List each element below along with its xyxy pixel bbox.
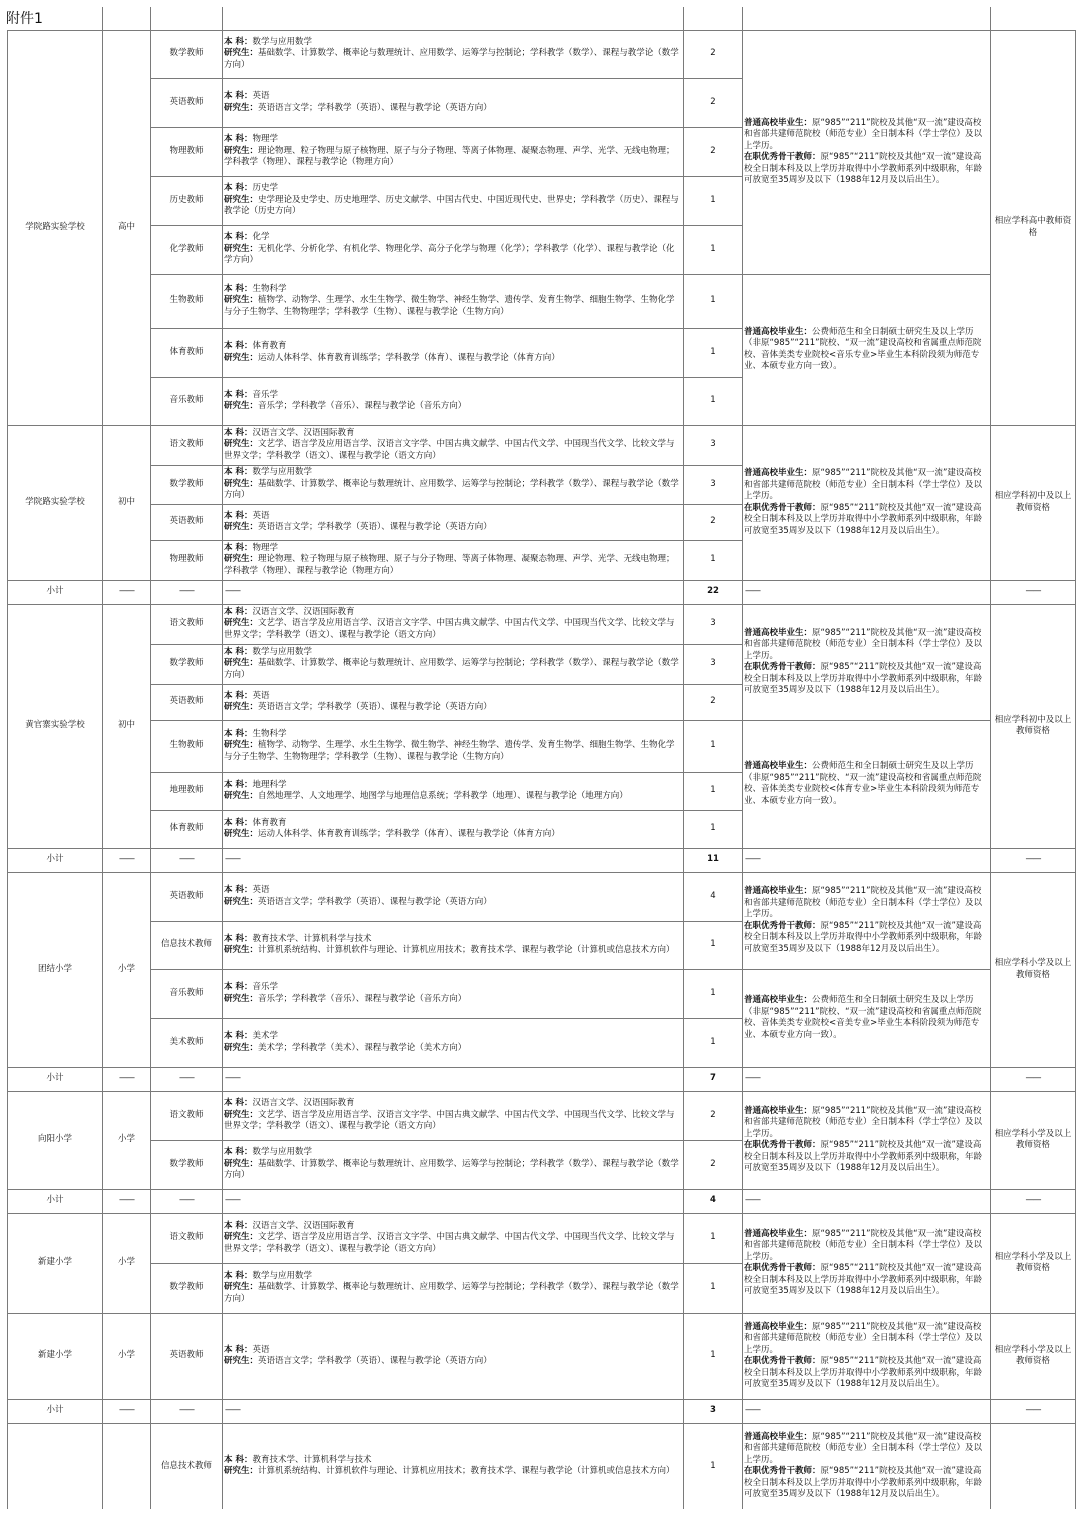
major-cell: 本 科：体育教育 研究生：运动人体科学、体育教育训练学；学科教学（体育）、课程与教学论（体育方向） [223,328,684,377]
subtotal-count: 7 [684,1067,743,1091]
requirement-cell: 普通高校毕业生：原“985”“211”院校及其他“双一流”建设高校和省部共建师范院校（师范专业）全日制本科（学士学位）及以上学历。 在职优秀骨干教师：原“985”“211”院校及其他“双一流”建设高校全日制本科及以上学历并取得中小学教师系列中级职称，年龄可放宽至35周岁及以下（1988年12月及以后出生）。 [743,30,991,274]
subtotal-count: 3 [684,1399,743,1423]
level-cell [103,1423,151,1509]
requirement-cell: 普通高校毕业生：原“985”“211”院校及其他“双一流”建设高校和省部共建师范院校（师范专业）全日制本科（学士学位）及以上学历。 在职优秀骨干教师：原“985”“211”院校及其他“双一流”建设高校全日制本科及以上学历并取得中小学教师系列中级职称，年龄可放宽至35周岁及以下（1988年12月及以后出生）。 [743,604,991,720]
dash-cell: —— [151,1189,223,1213]
post-cell: 美术教师 [151,1018,223,1067]
count-cell: 2 [684,684,743,720]
count-cell: 1 [684,377,743,425]
post-cell: 体育教师 [151,328,223,377]
major-cell: 本 科：美术学 研究生：美术学；学科教学（美术）、课程与教学论（美术方向） [223,1018,684,1067]
count-cell: 2 [684,504,743,540]
post-cell: 英语教师 [151,78,223,127]
table-row [8,872,1076,921]
major-cell: 本 科：数学与应用数学 研究生：基础数学、计算数学、概率论与数理统计、应用数学、运筹学与控制论；学科教学（数学）、课程与教学论（数学方向） [223,30,684,78]
subtotal-count: 4 [684,1189,743,1213]
count-cell: 1 [684,810,743,848]
requirement-cell: 普通高校毕业生：公费师范生和全日制硕士研究生及以上学历（非原“985”“211”院校、“双一流”建设高校和省属重点师范院校、音体美类专业院校<音美专业>毕业生本科阶段须为师范专业、本硕专业方向一致）。 [743,969,991,1067]
level-cell: 小学 [103,1313,151,1399]
post-cell: 体育教师 [151,810,223,848]
post-cell: 信息技术教师 [151,921,223,969]
major-cell: 本 科：英语 研究生：英语语言文学；学科教学（英语）、课程与教学论（英语方向） [223,684,684,720]
subtotal-count: 22 [684,580,743,604]
major-cell: 本 科：化学 研究生：无机化学、分析化学、有机化学、物理化学、高分子化学与物理（化学）；学科教学（化学）、课程与教学论（化学方向） [223,225,684,274]
major-cell: 本 科：数学与应用数学 研究生：基础数学、计算数学、概率论与数理统计、应用数学、运筹学与控制论；学科教学（数学）、课程与教学论（数学方向） [223,644,684,684]
subtotal-count: 11 [684,848,743,872]
major-cell: 本 科：英语 研究生：英语语言文学；学科教学（英语）、课程与教学论（英语方向） [223,504,684,540]
dash-cell: —— [223,1399,684,1423]
post-cell: 数学教师 [151,1263,223,1313]
major-cell: 本 科：教育技术学、计算机科学与技术 研究生：计算机系统结构、计算机软件与理论、计算机应用技术；教育技术学、课程与教学论（计算机或信息技术方向） [223,921,684,969]
dash-cell: —— [991,1067,1076,1091]
major-cell: 本 科：教育技术学、计算机科学与技术 研究生：计算机系统结构、计算机软件与理论、计算机应用技术；教育技术学、课程与教学论（计算机或信息技术方向） [223,1423,684,1509]
count-cell: 2 [684,1140,743,1189]
school-cell: 新建小学 [8,1313,103,1399]
qualification-cell: 相应学科小学及以上教师资格 [991,872,1076,1067]
table-row [8,1213,1076,1263]
table-row [8,720,1076,772]
count-cell: 1 [684,720,743,772]
table-row [8,604,1076,644]
post-cell: 历史教师 [151,176,223,225]
count-cell: 2 [684,78,743,127]
post-cell: 语文教师 [151,604,223,644]
count-cell: 1 [684,328,743,377]
subtotal-label: 小计 [8,1189,103,1213]
count-cell: 1 [684,274,743,328]
count-cell: 1 [684,1018,743,1067]
post-cell: 语文教师 [151,1213,223,1263]
major-cell: 本 科：汉语言文学、汉语国际教育 研究生：文艺学、语言学及应用语言学、汉语言文字学、中国古典文献学、中国古代文学、中国现当代文学、比较文学与世界文学；学科教学（语文）、课程与教学论（语文方向） [223,1091,684,1140]
post-cell: 英语教师 [151,504,223,540]
dash-cell: —— [103,1189,151,1213]
major-cell: 本 科：英语 研究生：英语语言文学；学科教学（英语）、课程与教学论（英语方向） [223,1313,684,1399]
qualification-cell: 相应学科小学及以上教师资格 [991,1213,1076,1313]
post-cell: 英语教师 [151,1313,223,1399]
dash-cell: —— [743,1399,991,1423]
level-cell: 初中 [103,604,151,848]
requirement-cell: 普通高校毕业生：原“985”“211”院校及其他“双一流”建设高校和省部共建师范院校（师范专业）全日制本科（学士学位）及以上学历。 在职优秀骨干教师：原“985”“211”院校及其他“双一流”建设高校全日制本科及以上学历并取得中小学教师系列中级职称，年龄可放宽至35周岁及以下（1988年12月及以后出生）。 [743,1213,991,1313]
level-cell: 小学 [103,1091,151,1189]
post-cell: 语文教师 [151,1091,223,1140]
dash-cell: —— [223,580,684,604]
dash-cell: —— [743,1189,991,1213]
post-cell: 信息技术教师 [151,1423,223,1509]
table-row [8,969,1076,1018]
dash-cell: —— [991,580,1076,604]
dash-cell: —— [103,1067,151,1091]
major-cell: 本 科：数学与应用数学 研究生：基础数学、计算数学、概率论与数理统计、应用数学、运筹学与控制论；学科教学（数学）、课程与教学论（数学方向） [223,465,684,504]
count-cell: 2 [684,1091,743,1140]
level-cell: 高中 [103,30,151,425]
qualification-cell: 相应学科初中及以上教师资格 [991,425,1076,580]
qualification-cell: 相应学科小学及以上教师资格 [991,1091,1076,1189]
requirement-cell: 普通高校毕业生：原“985”“211”院校及其他“双一流”建设高校和省部共建师范院校（师范专业）全日制本科（学士学位）及以上学历。 在职优秀骨干教师：原“985”“211”院校及其他“双一流”建设高校全日制本科及以上学历并取得中小学教师系列中级职称，年龄可放宽至35周岁及以下（1988年12月及以后出生）。 [743,1091,991,1189]
count-cell: 1 [684,969,743,1018]
post-cell: 物理教师 [151,127,223,176]
school-cell: 新建小学 [8,1213,103,1313]
subtotal-label: 小计 [8,1067,103,1091]
major-cell: 本 科：汉语言文学、汉语国际教育 研究生：文艺学、语言学及应用语言学、汉语言文字学、中国古典文献学、中国古代文学、中国现当代文学、比较文学与世界文学；学科教学（语文）、课程与教学论（语文方向） [223,604,684,644]
count-cell: 3 [684,465,743,504]
post-cell: 生物教师 [151,720,223,772]
subtotal-label: 小计 [8,848,103,872]
dash-cell: —— [991,1399,1076,1423]
count-cell: 1 [684,1313,743,1399]
dash-cell: —— [103,580,151,604]
dash-cell: —— [991,1189,1076,1213]
requirement-cell: 普通高校毕业生：原“985”“211”院校及其他“双一流”建设高校和省部共建师范院校（师范专业）全日制本科（学士学位）及以上学历。 在职优秀骨干教师：原“985”“211”院校及其他“双一流”建设高校全日制本科及以上学历并取得中小学教师系列中级职称，年龄可放宽至35周岁及以下（1988年12月及以后出生）。 [743,872,991,969]
post-cell: 英语教师 [151,684,223,720]
school-cell: 向阳小学 [8,1091,103,1189]
count-cell: 1 [684,1263,743,1313]
dash-cell: —— [103,848,151,872]
count-cell: 2 [684,30,743,78]
count-cell: 1 [684,921,743,969]
post-cell: 化学教师 [151,225,223,274]
major-cell: 本 科：音乐学 研究生：音乐学；学科教学（音乐）、课程与教学论（音乐方向） [223,377,684,425]
count-cell: 3 [684,644,743,684]
school-cell: 黄官寨实验学校 [8,604,103,848]
document-label: 附件1 [6,11,43,27]
major-cell: 本 科：历史学 研究生：史学理论及史学史、历史地理学、历史文献学、中国古代史、中国近现代史、世界史；学科教学（历史）、课程与教学论（历史方向） [223,176,684,225]
table-row [8,1313,1076,1399]
major-cell: 本 科：数学与应用数学 研究生：基础数学、计算数学、概率论与数理统计、应用数学、运筹学与控制论；学科教学（数学）、课程与教学论（数学方向） [223,1263,684,1313]
major-cell: 本 科：地理科学 研究生：自然地理学、人文地理学、地图学与地理信息系统；学科教学（地理）、课程与教学论（地理方向） [223,772,684,810]
count-cell: 1 [684,176,743,225]
header-row [8,7,1076,30]
qualification-cell: 相应学科小学及以上教师资格 [991,1313,1076,1399]
dash-cell: —— [991,848,1076,872]
level-cell: 小学 [103,872,151,1067]
major-cell: 本 科：生物科学 研究生：植物学、动物学、生理学、水生生物学、微生物学、神经生物学、遗传学、发育生物学、细胞生物学、生物化学与分子生物学、生物物理学；学科教学（生物）、课程与教学论（生物方向） [223,720,684,772]
major-cell: 本 科：物理学 研究生：理论物理、粒子物理与原子核物理、原子与分子物理、等离子体物理、凝聚态物理、声学、光学、无线电物理；学科教学（物理）、课程与教学论（物理方向） [223,127,684,176]
subtotal-row [8,1189,1076,1213]
major-cell: 本 科：汉语言文学、汉语国际教育 研究生：文艺学、语言学及应用语言学、汉语言文字学、中国古典文献学、中国古代文学、中国现当代文学、比较文学与世界文学；学科教学（语文）、课程与教学论（语文方向） [223,425,684,465]
subtotal-row [8,848,1076,872]
major-cell: 本 科：英语 研究生：英语语言文学；学科教学（英语）、课程与教学论（英语方向） [223,872,684,921]
post-cell: 物理教师 [151,540,223,580]
dash-cell: —— [743,848,991,872]
post-cell: 生物教师 [151,274,223,328]
subtotal-row [8,1399,1076,1423]
table-row [8,425,1076,465]
count-cell: 1 [684,225,743,274]
count-cell: 4 [684,872,743,921]
dash-cell: —— [223,1067,684,1091]
table-row [8,30,1076,78]
recruitment-table [7,7,1076,1509]
major-cell: 本 科：英语 研究生：英语语言文学；学科教学（英语）、课程与教学论（英语方向） [223,78,684,127]
requirement-cell: 普通高校毕业生：原“985”“211”院校及其他“双一流”建设高校和省部共建师范院校（师范专业）全日制本科（学士学位）及以上学历。 在职优秀骨干教师：原“985”“211”院校及其他“双一流”建设高校全日制本科及以上学历并取得中小学教师系列中级职称，年龄可放宽至35周岁及以下（1988年12月及以后出生）。 [743,425,991,580]
dash-cell: —— [223,848,684,872]
count-cell: 1 [684,1423,743,1509]
post-cell: 数学教师 [151,644,223,684]
count-cell: 1 [684,540,743,580]
table-row [8,274,1076,328]
major-cell: 本 科：生物科学 研究生：植物学、动物学、生理学、水生生物学、微生物学、神经生物学、遗传学、发育生物学、细胞生物学、生物化学与分子生物学、生物物理学；学科教学（生物）、课程与教学论（生物方向） [223,274,684,328]
count-cell: 1 [684,772,743,810]
table-row [8,1423,1076,1509]
qualification-cell: 相应学科高中教师资格 [991,30,1076,425]
requirement-cell: 普通高校毕业生：公费师范生和全日制硕士研究生及以上学历（非原“985”“211”院校、“双一流”建设高校和省属重点师范院校、音体美类专业院校<体育专业>毕业生本科阶段须为师范专业、本硕专业方向一致）。 [743,720,991,848]
count-cell: 3 [684,425,743,465]
subtotal-label: 小计 [8,580,103,604]
count-cell: 3 [684,604,743,644]
major-cell: 本 科：汉语言文学、汉语国际教育 研究生：文艺学、语言学及应用语言学、汉语言文字学、中国古典文献学、中国古代文学、中国现当代文学、比较文学与世界文学；学科教学（语文）、课程与教学论（语文方向） [223,1213,684,1263]
post-cell: 语文教师 [151,425,223,465]
dash-cell: —— [223,1189,684,1213]
dash-cell: —— [151,1399,223,1423]
requirement-cell: 普通高校毕业生：原“985”“211”院校及其他“双一流”建设高校和省部共建师范院校（师范专业）全日制本科（学士学位）及以上学历。 在职优秀骨干教师：原“985”“211”院校及其他“双一流”建设高校全日制本科及以上学历并取得中小学教师系列中级职称，年龄可放宽至35周岁及以下（1988年12月及以后出生）。 [743,1313,991,1399]
post-cell: 音乐教师 [151,377,223,425]
post-cell: 数学教师 [151,465,223,504]
post-cell: 英语教师 [151,872,223,921]
dash-cell: —— [103,1399,151,1423]
dash-cell: —— [151,1067,223,1091]
post-cell: 数学教师 [151,1140,223,1189]
qualification-cell [991,1423,1076,1509]
level-cell: 小学 [103,1213,151,1313]
major-cell: 本 科：物理学 研究生：理论物理、粒子物理与原子核物理、原子与分子物理、等离子体物理、凝聚态物理、声学、光学、无线电物理；学科教学（物理）、课程与教学论（物理方向） [223,540,684,580]
post-cell: 音乐教师 [151,969,223,1018]
dash-cell: —— [743,1067,991,1091]
dash-cell: —— [151,580,223,604]
major-cell: 本 科：体育教育 研究生：运动人体科学、体育教育训练学；学科教学（体育）、课程与教学论（体育方向） [223,810,684,848]
level-cell: 初中 [103,425,151,580]
subtotal-row [8,1067,1076,1091]
school-cell [8,1423,103,1509]
requirement-cell: 普通高校毕业生：原“985”“211”院校及其他“双一流”建设高校和省部共建师范院校（师范专业）全日制本科（学士学位）及以上学历。 在职优秀骨干教师：原“985”“211”院校及其他“双一流”建设高校全日制本科及以上学历并取得中小学教师系列中级职称，年龄可放宽至35周岁及以下（1988年12月及以后出生）。 [743,1423,991,1509]
post-cell: 数学教师 [151,30,223,78]
subtotal-row [8,580,1076,604]
dash-cell: —— [743,580,991,604]
school-cell: 学院路实验学校 [8,425,103,580]
dash-cell: —— [151,848,223,872]
table-row [8,1091,1076,1140]
count-cell: 1 [684,1213,743,1263]
subtotal-label: 小计 [8,1399,103,1423]
major-cell: 本 科：数学与应用数学 研究生：基础数学、计算数学、概率论与数理统计、应用数学、运筹学与控制论；学科教学（数学）、课程与教学论（数学方向） [223,1140,684,1189]
major-cell: 本 科：音乐学 研究生：音乐学；学科教学（音乐）、课程与教学论（音乐方向） [223,969,684,1018]
requirement-cell: 普通高校毕业生：公费师范生和全日制硕士研究生及以上学历（非原“985”“211”院校、“双一流”建设高校和省属重点师范院校、音体美类专业院校<音乐专业>毕业生本科阶段须为师范专业、本硕专业方向一致）。 [743,274,991,425]
qualification-cell: 相应学科初中及以上教师资格 [991,604,1076,848]
school-cell: 团结小学 [8,872,103,1067]
school-cell: 学院路实验学校 [8,30,103,425]
post-cell: 地理教师 [151,772,223,810]
count-cell: 2 [684,127,743,176]
